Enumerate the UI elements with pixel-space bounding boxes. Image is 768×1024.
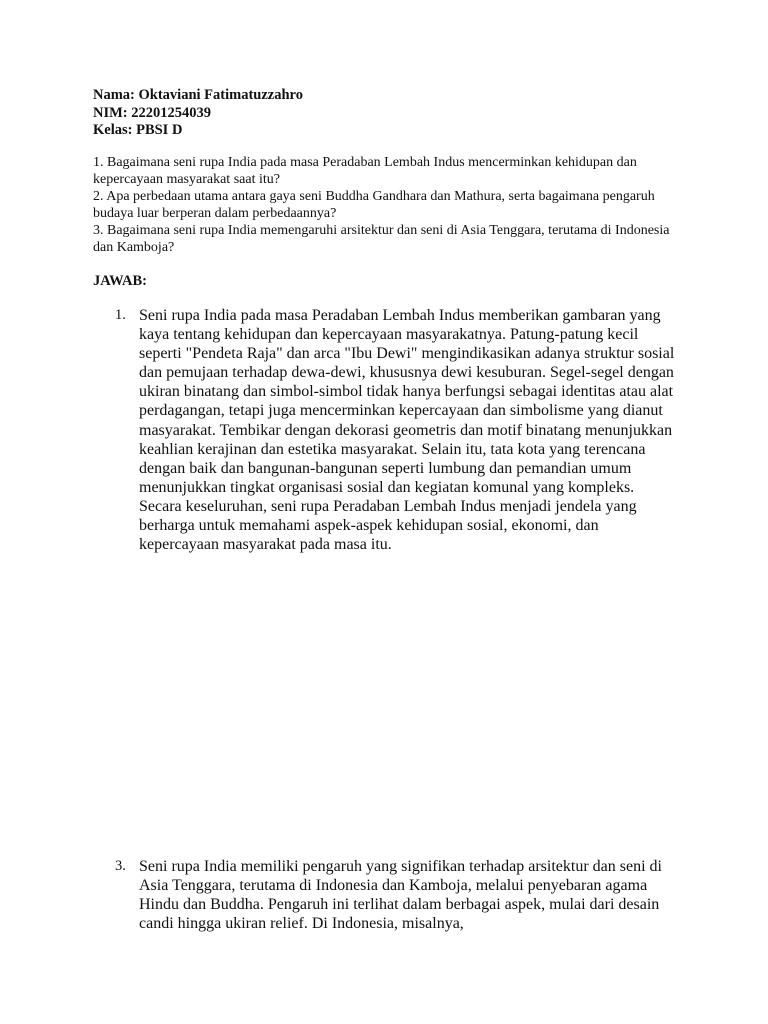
student-nim: NIM: 22201254039 bbox=[93, 104, 212, 121]
question-list bbox=[93, 154, 683, 256]
question-2: 2. Apa perbedaan utama antara gaya seni Buddha Gandhara dan Mathura, serta bagaimana pengaruh budaya luar berperan dalam perbedaannya? bbox=[93, 189, 655, 221]
student-info bbox=[93, 87, 303, 140]
answer-number: 1. bbox=[115, 307, 126, 323]
question-1: 1. Bagaimana seni rupa India pada masa Peradaban Lembah Indus mencerminkan kehidupan dan kepercayaan masyarakat saat itu? bbox=[93, 155, 637, 187]
answer-item-1 bbox=[93, 306, 683, 554]
student-name: Nama: Oktaviani Fatimatuzzahro bbox=[93, 87, 303, 103]
question-3: 3. Bagaimana seni rupa India memengaruhi arsitektur dan seni di Asia Tenggara, terutama di Indonesia dan Kamboja? bbox=[93, 223, 670, 255]
answer-text: Seni rupa India pada masa Peradaban Lembah Indus memberikan gambaran yang kaya tentang kehidupan dan kepercayaan masyarakatnya. Patung-patung kecil seperti "Pendeta Raja" dan arca "Ibu Dewi" mengindikasikan adanya struktur sosial dan pemujaan terhadap dewa-dewi, khususnya dewi kesuburan. Segel-segel dengan ukiran binatang dan simbol-simbol tidak hanya berfungsi sebagai identitas atau alat perdagangan, tetapi juga mencerminkan kepercayaan dan simbolisme yang dianut masyarakat. Tembikar dengan dekorasi geometris dan motif binatang menunjukkan keahlian kerajinan dan estetika masyarakat. Selain itu, tata kota yang terencana dengan baik dan bangunan-bangunan seperti lumbung dan pemandian umum menunjukkan tingkat organisasi sosial dan kegiatan komunal yang kompleks. Secara keseluruhan, seni rupa Peradaban Lembah Indus menjadi jendela yang berharga untuk memahami aspek-aspek kehidupan sosial, ekonomi, dan kepercayaan masyarakat pada masa itu. bbox=[139, 307, 675, 554]
student-class: Kelas: PBSI D bbox=[93, 122, 183, 138]
answer-text: Seni rupa India memiliki pengaruh yang signifikan terhadap arsitektur dan seni di Asia Tenggara, terutama di Indonesia dan Kamboja, melalui penyebaran agama Hindu dan Buddha. Pengaruh ini terlihat dalam berbagai aspek, mulai dari desain candi hingga ukiran relief. Di Indonesia, misalnya, bbox=[139, 858, 662, 933]
answer-number: 3. bbox=[115, 858, 126, 874]
answer-item-3 bbox=[93, 857, 683, 933]
answer-heading: JAWAB: bbox=[93, 273, 147, 289]
